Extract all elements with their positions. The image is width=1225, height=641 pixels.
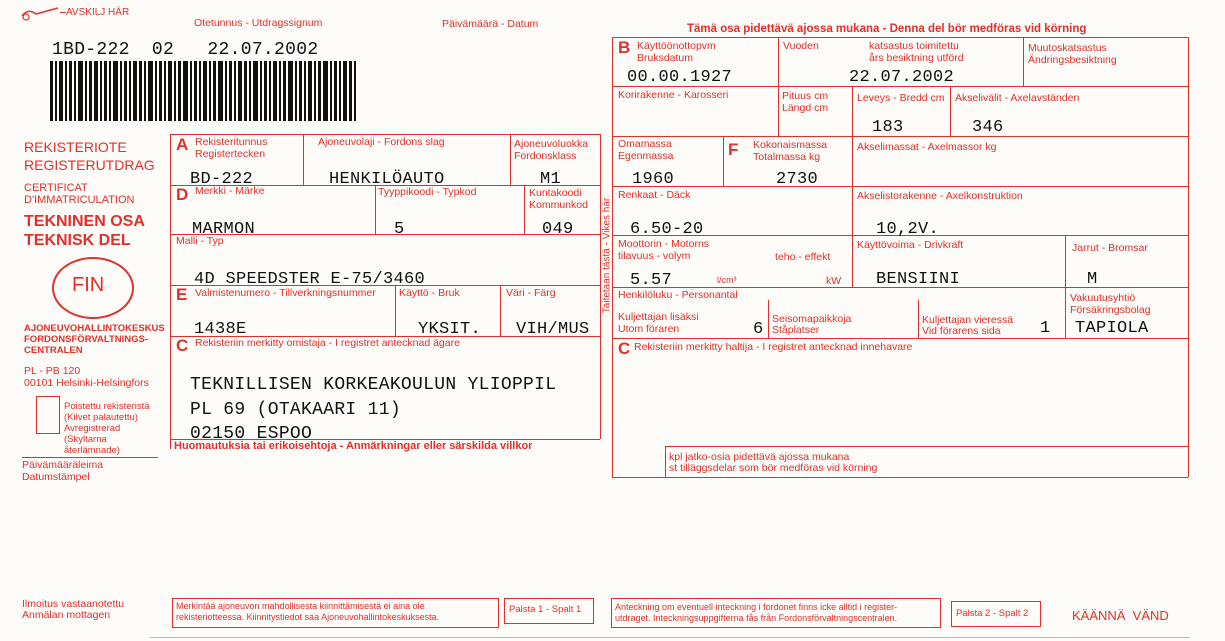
col-p2: [918, 300, 919, 338]
title-teknisk-del: TEKNISK DEL: [24, 232, 131, 249]
title-registerutdrag: REGISTERUTDRAG: [24, 157, 155, 173]
make-value: MARMON: [192, 220, 256, 239]
scissors-icon: [20, 6, 48, 20]
deregistered-label-5: återlämnade): [64, 445, 120, 456]
col-line-a1: [303, 134, 304, 185]
col-extra-parts: [665, 446, 666, 477]
municipality-label-2: Kommunkod: [529, 199, 588, 211]
owner-label: Rekisteriin merkitty omistaja - I registret antecknad ägare: [195, 337, 460, 349]
municipality-value: 049: [542, 220, 574, 239]
col-b5: [950, 86, 951, 136]
inspection-label-2: års besiktning utförd: [869, 52, 964, 64]
vehicle-kind-value: HENKILÖAUTO: [329, 170, 445, 189]
serial-label: Valmistenumero - Tillverkningsnummer: [195, 287, 376, 299]
tyres-label: Renkaat - Däck: [618, 189, 691, 201]
agency-name-1: AJONEUVOHALLINTOKESKUS: [24, 323, 165, 334]
extra-parts-line-2: st tilläggsdelar som bör medföras vid körning: [669, 462, 878, 474]
axle-distance-value: 346: [972, 118, 1004, 137]
insurer-label-1: Vakuutusyhtiö: [1070, 292, 1136, 304]
standing-label-2: Ståplatser: [772, 324, 820, 336]
own-mass-value: 1960: [632, 170, 675, 189]
agency-name-3: CENTRALEN: [24, 345, 83, 356]
fold-label: Taitetaan tästä - Vikes här: [601, 197, 613, 314]
use-value: YKSIT.: [418, 320, 482, 339]
column-2-label: Palsta 2 - Spalt 2: [956, 608, 1029, 619]
inspection-value: 22.07.2002: [849, 68, 955, 87]
mid-left-border: [170, 134, 171, 449]
insurer-value: TAPIOLA: [1075, 319, 1149, 338]
beside-driver-label-2: Vid förarens sida: [922, 325, 1001, 337]
agency-pb: PL - PB 120: [24, 365, 81, 377]
fin-logo-text: FIN: [72, 274, 105, 296]
date-stamp-label-2: Datumstämpel: [22, 471, 90, 483]
title-rekisteriote: REKISTERIOTE: [24, 139, 127, 155]
axle-construction-label: Akselistorakenne - Axelkonstruktion: [857, 190, 1023, 202]
deregistered-label-3: Avregistrerad: [64, 423, 121, 434]
cut-line: [60, 12, 66, 13]
owner-line-2: PL 69 (OTAKAARI 11): [190, 400, 401, 420]
color-label: Väri - Färg: [506, 287, 556, 299]
col-line-e1: [395, 285, 396, 336]
col-e2: [1065, 235, 1066, 287]
title-tekninen-osa: TEKNINEN OSA: [24, 213, 145, 230]
otetunnus-value: 1BD-222 02 22.07.2002: [52, 40, 319, 60]
model-label: Malli - Typ: [176, 235, 224, 247]
col-m2: [852, 136, 853, 186]
insurer-label-2: Försäkringsbolag: [1070, 304, 1151, 316]
col-m1: [723, 136, 724, 186]
col-p3: [1065, 287, 1066, 338]
section-f-letter: F: [728, 140, 739, 159]
engine-label-1: Moottorin - Motorns: [618, 238, 710, 250]
section-a-letter: A: [176, 135, 189, 154]
beside-driver-value: 1: [1040, 319, 1051, 338]
column-1-label: Palsta 1 - Spalt 1: [509, 604, 582, 615]
make-label: Merkki - Märke: [195, 185, 265, 197]
title-immatriculation: D'IMMATRICULATION: [24, 194, 135, 206]
agency-name-2: FORDONSFÖRVALTNINGS-: [24, 334, 149, 345]
type-code-value: 5: [394, 220, 405, 239]
remarks-label: Huomautuksia tai erikoisehtoja - Anmärkningar eller särskilda villkor: [174, 440, 533, 452]
right-right-border: [1188, 37, 1189, 477]
own-mass-label-1: Omamassa: [618, 138, 672, 150]
persons-label: Henkilöluku - Personantal: [618, 289, 738, 301]
turn-over-label: KÄÄNNÄ VÄND: [1072, 608, 1169, 623]
vehicle-class-label-1: Ajoneuvoluokka: [514, 138, 589, 150]
color-value: VIH/MUS: [516, 320, 590, 339]
bottom-note-2b: utdraget. Inteckningsuppgifterna fås från Fordonsförvaltningscentralen.: [615, 613, 898, 623]
persons-extra-label-2: Utom föraren: [618, 323, 680, 335]
bottom-note-1a: Merkintää ajoneuvon mahdollisesta kiinnittämisestä ei aina ole: [176, 601, 425, 611]
standing-label-1: Seisomapaikkoja: [772, 313, 852, 325]
reg-number-label-2: Registertecken: [195, 148, 266, 160]
otetunnus-label: Otetunnus - Utdragssignum: [194, 17, 323, 29]
body-label: Korirakenne - Karosseri: [618, 89, 729, 101]
col-line-e2: [500, 285, 501, 336]
bottom-border: [150, 637, 1190, 638]
power-label: teho - effekt: [775, 251, 831, 263]
received-label-1: Ilmoitus vastaanotettu: [22, 598, 125, 610]
paivamaara-label: Päivämäärä - Datum: [442, 18, 539, 30]
holder-label: Rekisteriin merkitty haltija - I registret antecknad innehavare: [634, 341, 913, 353]
engine-label-2: tilavuus - volym: [618, 250, 691, 262]
section-b-letter: B: [618, 38, 631, 57]
col-line-d2: [524, 185, 525, 234]
bottom-note-1b: rekisteriotteessa. Kiinnitystiedot saa Ajoneuvohallintokeskuksesta.: [176, 612, 440, 622]
vehicle-class-label-2: Fordonsklass: [514, 150, 577, 162]
first-use-label-1: Käyttöönottopvm: [637, 40, 716, 52]
tyres-value: 6.50-20: [630, 220, 704, 239]
extra-parts-line-1: kpl jatko-osia pidettävä ajossa mukana: [669, 451, 850, 463]
beside-driver-label-1: Kuljettajan vieressä: [922, 314, 1014, 326]
row-line-a-top: [170, 134, 600, 135]
width-value: 183: [872, 118, 904, 137]
municipality-label-1: Kuntakoodi: [529, 187, 582, 199]
length-label-1: Pituus cm: [782, 90, 829, 102]
col-b3: [778, 86, 779, 136]
deregistered-label-2: (Kilvet palautettu): [64, 412, 138, 423]
holder-letter: C: [618, 339, 631, 358]
right-bottom-border: [612, 477, 1188, 478]
first-use-value: 00.00.1927: [627, 68, 733, 87]
axle-distance-label: Akselivälit - Axelavständen: [955, 92, 1080, 104]
col-b4: [852, 86, 853, 136]
fuel-value: BENSIINI: [876, 270, 961, 289]
total-mass-value: 2730: [776, 170, 819, 189]
owner-line-3: 02150 ESPOO: [190, 424, 313, 444]
brake-value: M: [1087, 270, 1098, 289]
keep-notice: Tämä osa pidettävä ajossa mukana - Denna del bör medföras vid körning: [687, 23, 1087, 35]
bottom-note-2a: Anteckning om eventuell inteckning i fordonet finns icke alltid i register-: [615, 602, 898, 612]
type-code-label: Tyyppikoodi - Typkod: [378, 186, 477, 198]
change-inspection-label-1: Muutoskatsastus: [1028, 42, 1107, 54]
vehicle-kind-label: Ajoneuvolaji - Fordons slag: [318, 136, 445, 148]
brake-label: Jarrut - Bromsar: [1072, 242, 1148, 254]
col-line-a2: [510, 134, 511, 185]
engine-volume-value: 5.57: [630, 271, 673, 290]
persons-extra-value: 6: [753, 320, 764, 339]
deregistered-label-1: Poistettu rekisteristä: [64, 401, 150, 412]
row-holder-bottom: [665, 446, 1188, 447]
deregistered-label-4: (Skyltarna: [64, 434, 107, 445]
barcode: [50, 61, 360, 121]
reg-number-value: BD-222: [190, 170, 254, 189]
col-p1: [768, 300, 769, 338]
col-e1: [852, 235, 853, 287]
cut-here-label: AVSKILJ HÄR: [66, 7, 130, 18]
change-inspection-label-2: Ändringsbesiktning: [1028, 54, 1117, 66]
total-mass-label-1: Kokonaismassa: [753, 139, 828, 151]
row-mass: [612, 186, 1188, 187]
col-line-d1: [375, 185, 376, 234]
axle-construction-value: 10,2V.: [876, 220, 940, 239]
deregistered-checkbox[interactable]: [36, 396, 60, 434]
title-certificat: CERTIFICAT: [24, 182, 88, 194]
col-b1: [778, 37, 779, 87]
vehicle-class-value: M1: [540, 170, 562, 189]
persons-extra-label-1: Kuljettajan lisäksi: [618, 311, 699, 323]
col-b2: [1023, 37, 1024, 87]
power-unit: kW: [826, 275, 842, 287]
fuel-label: Käyttövoima - Drivkraft: [857, 239, 964, 251]
owner-line-1: TEKNILLISEN KORKEAKOULUN YLIOPPIL: [190, 375, 557, 395]
stamp-divider: [22, 457, 158, 458]
owner-letter: C: [176, 336, 189, 355]
date-stamp-label-1: Päivämääräleima: [22, 459, 104, 471]
col-t1: [852, 186, 853, 235]
right-top-border: [612, 37, 1188, 38]
inspection-label-1: katsastus toimitettu: [869, 40, 959, 52]
right-left-border: [612, 37, 613, 477]
row-persons: [612, 338, 1188, 339]
first-use-label-2: Bruksdatum: [637, 52, 694, 64]
section-e-letter: E: [176, 285, 188, 304]
model-value: 4D SPEEDSTER E-75/3460: [194, 270, 426, 289]
axle-mass-label: Akselimassat - Axelmassor kg: [857, 141, 997, 153]
section-d-letter: D: [176, 185, 189, 204]
engine-volume-unit: l/cm³: [717, 275, 737, 285]
total-mass-label-2: Totalmassa kg: [753, 151, 821, 163]
serial-value: 1438E: [194, 320, 247, 339]
use-label: Käyttö - Bruk: [399, 287, 460, 299]
reg-number-label-1: Rekisteritunnus: [195, 136, 268, 148]
year-label: Vuoden: [783, 40, 819, 52]
own-mass-label-2: Egenmassa: [618, 150, 674, 162]
length-label-2: Längd cm: [782, 102, 829, 114]
width-label: Leveys - Bredd cm: [857, 92, 945, 104]
received-label-2: Anmälan mottagen: [22, 609, 111, 621]
agency-address: 00101 Helsinki-Helsingfors: [24, 377, 149, 389]
